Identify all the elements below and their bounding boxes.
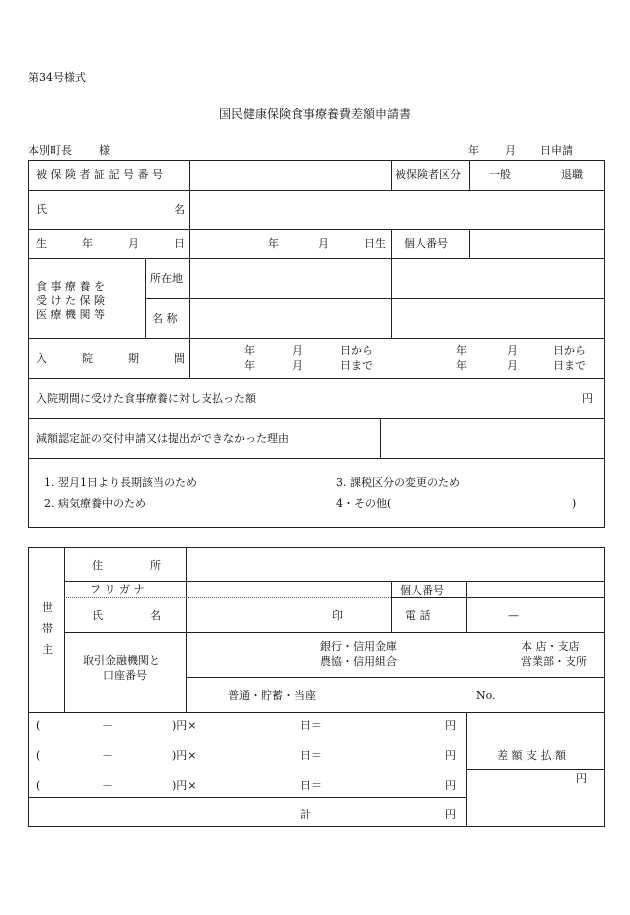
- period2-from-day: 日から: [553, 344, 586, 357]
- period1-from-year: 年: [244, 344, 255, 357]
- calc-row2-day: 日＝: [300, 749, 322, 762]
- period2-until-year: 年: [456, 359, 467, 372]
- household-label-3: 主: [42, 643, 53, 656]
- honorific: 様: [99, 144, 110, 157]
- reason-option-4[interactable]: 4・その他(: [336, 497, 392, 510]
- bank-label-1: 取引金融機関と: [83, 654, 160, 667]
- period2-until-day: 日まで: [553, 359, 586, 372]
- bank-type-option-1[interactable]: 銀行・信用金庫: [320, 640, 397, 653]
- my-number-label: 個人番号: [404, 237, 448, 250]
- difference-payment-field[interactable]: [467, 770, 604, 826]
- facility-name-field[interactable]: [190, 299, 390, 337]
- calc-row1-open: (: [36, 719, 41, 732]
- calc-row1-day: 日＝: [300, 719, 322, 732]
- total-yen-label: 円: [445, 808, 456, 821]
- name-label-2: 名: [174, 203, 185, 216]
- period1-from-day: 日から: [340, 344, 373, 357]
- household-name-label-2: 名: [150, 609, 161, 622]
- calc-row3-yen-times: )円×: [172, 779, 197, 792]
- apply-year-label: 年: [468, 144, 479, 157]
- period1-until-day: 日まで: [340, 359, 373, 372]
- branch-option-1[interactable]: 本 店・支店: [521, 640, 580, 653]
- insured-class-label: 被保険者区分: [395, 168, 461, 181]
- class-retired-option[interactable]: 退職: [561, 168, 583, 181]
- account-number-label: No.: [476, 689, 496, 702]
- phone-label: 電 話: [405, 609, 431, 622]
- period2-from-year: 年: [456, 344, 467, 357]
- birth-month-label: 月: [318, 237, 329, 250]
- name-label-1: 氏: [36, 203, 47, 216]
- calc-row1-yen-times: )円×: [172, 719, 197, 732]
- household-my-number-field[interactable]: [467, 582, 604, 597]
- household-name-label-1: 氏: [92, 609, 103, 622]
- insured-id-label: 被 保 険 者 証 記 号 番 号: [36, 168, 163, 181]
- my-number-field[interactable]: [470, 230, 604, 257]
- calc-row3-day: 日＝: [300, 779, 322, 792]
- bank-label-2: 口座番号: [103, 669, 147, 682]
- period2-until-month: 月: [507, 359, 518, 372]
- facility-label-line2: 受 け た 保 険: [36, 294, 105, 307]
- reason-field[interactable]: [381, 419, 604, 457]
- facility-label-line1: 食 事 療 養 を: [36, 280, 105, 293]
- calc-row1-yen: 円: [445, 719, 456, 732]
- form-number: 第34号様式: [28, 71, 86, 84]
- addressee: 本別町長: [28, 144, 72, 157]
- reason-option-2[interactable]: 2. 病気療養中のため: [44, 497, 146, 510]
- household-label-2: 帯: [42, 622, 53, 635]
- branch-option-2[interactable]: 営業部・支所: [521, 655, 587, 668]
- address-label-1: 住: [92, 559, 103, 572]
- calc-row3-dash: －: [102, 779, 113, 792]
- page-title: 国民健康保険食事療養費差額申請書: [218, 107, 411, 121]
- address-field[interactable]: [187, 548, 604, 580]
- period1-until-year: 年: [244, 359, 255, 372]
- period2-from-month: 月: [507, 344, 518, 357]
- calc-row1-dash: －: [102, 719, 113, 732]
- calc-row2-yen-times: )円×: [172, 749, 197, 762]
- amount-paid-label: 入院期間に受けた食事療養に対し支払った額: [36, 392, 256, 405]
- calc-row2-open: (: [36, 749, 41, 762]
- facility-label-line3: 医 療 機 関 等: [36, 308, 105, 321]
- birth-year-label: 年: [268, 237, 279, 250]
- seal-label: 印: [332, 609, 343, 622]
- difference-payment-label: 差 額 支 払 額: [497, 749, 566, 762]
- apply-month-label: 月: [505, 144, 516, 157]
- reason-option-4-close: ): [572, 497, 577, 510]
- hosp-label-4: 間: [174, 352, 185, 365]
- insured-id-field[interactable]: [190, 161, 390, 189]
- account-type-option[interactable]: 普通・貯蓄・当座: [228, 689, 316, 702]
- period1-from-month: 月: [292, 344, 303, 357]
- reason-option-1[interactable]: 1. 翌月1日より長期該当のため: [44, 476, 197, 489]
- calc-row3-open: (: [36, 779, 41, 792]
- birth-label-2: 年: [82, 237, 93, 250]
- birth-day-label: 日生: [364, 237, 386, 250]
- birth-label-3: 月: [128, 237, 139, 250]
- reason-option-3[interactable]: 3. 課税区分の変更のため: [336, 476, 460, 489]
- hosp-label-1: 入: [36, 352, 47, 365]
- difference-yen-label: 円: [576, 772, 587, 785]
- household-my-number-label: 個人番号: [400, 584, 444, 597]
- period1-until-month: 月: [292, 359, 303, 372]
- household-label-1: 世: [42, 601, 53, 614]
- phone-field[interactable]: —: [508, 609, 519, 622]
- amount-yen-label: 円: [582, 392, 593, 405]
- bank-type-option-2[interactable]: 農協・信用組合: [320, 655, 397, 668]
- household-name-field[interactable]: [187, 598, 327, 631]
- amount-paid-field[interactable]: [330, 379, 576, 417]
- birth-label-1: 生: [36, 237, 47, 250]
- furigana-label: フ リ ガ ナ: [90, 583, 145, 596]
- location-label: 所在地: [150, 272, 183, 285]
- calc-row3-yen: 円: [445, 779, 456, 792]
- facility-name-label: 名 称: [152, 312, 178, 325]
- address-label-2: 所: [150, 559, 161, 572]
- class-general-option[interactable]: 一般: [489, 168, 511, 181]
- calc-row2-yen: 円: [445, 749, 456, 762]
- total-label: 計: [300, 808, 311, 821]
- name-field[interactable]: [190, 191, 604, 228]
- facility-location-field[interactable]: [190, 259, 390, 297]
- hosp-label-3: 期: [128, 352, 139, 365]
- apply-day-label: 日申請: [540, 144, 573, 157]
- calc-row2-dash: －: [102, 749, 113, 762]
- birth-label-4: 日: [174, 237, 185, 250]
- reason-label: 減額認定証の交付申請又は提出ができなかった理由: [36, 432, 289, 445]
- hosp-label-2: 院: [82, 352, 93, 365]
